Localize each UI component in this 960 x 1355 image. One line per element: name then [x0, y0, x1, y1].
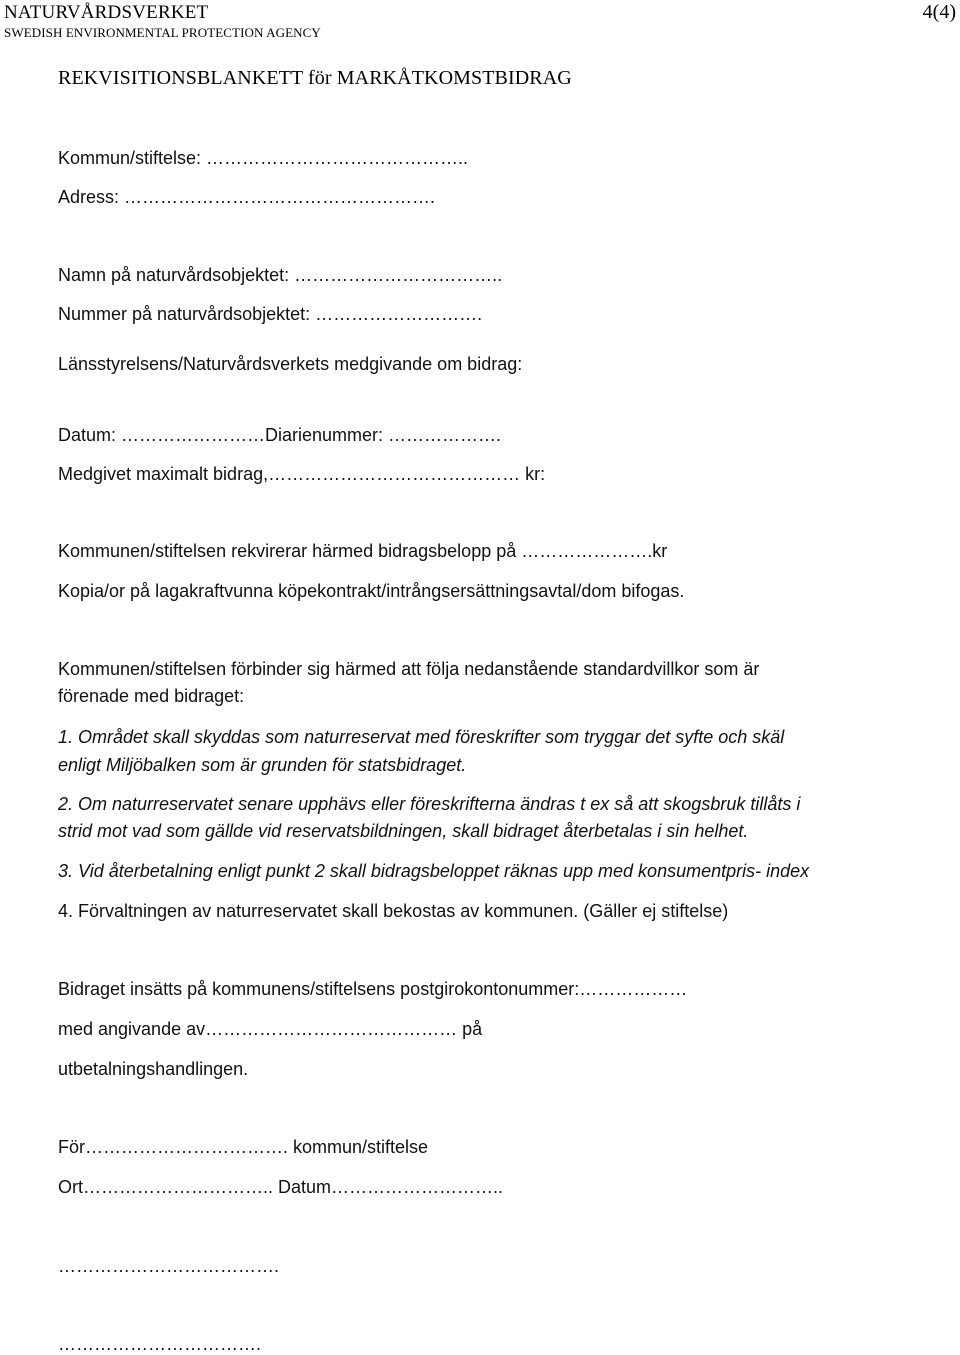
- signature-line-2: …………………………….: [58, 1334, 262, 1354]
- postgiro-account-field: Bidraget insätts på kommunens/stiftelsens postgirokontonummer:………………: [58, 979, 688, 999]
- commitment-text-line-2: förenade med bidraget:: [58, 686, 245, 706]
- maximum-grant-field: Medgivet maximalt bidrag,…………………………………… kr:: [58, 464, 546, 484]
- municipality-field: Kommun/stiftelse: ……………………………………..: [58, 148, 469, 168]
- agency-subtitle: SWEDISH ENVIRONMENTAL PROTECTION AGENCY: [4, 25, 321, 40]
- approval-heading: Länsstyrelsens/Naturvårdsverkets medgivande om bidrag:: [58, 354, 523, 374]
- condition-4: 4. Förvaltningen av naturreservatet skall bekostas av kommunen. (Gäller ej stiftelse): [58, 901, 729, 921]
- condition-2-line-1: 2. Om naturreservatet senare upphävs eller föreskrifterna ändras t ex så att skogsbruk tillåts i: [58, 794, 801, 814]
- payment-document-text: utbetalningshandlingen.: [58, 1059, 249, 1079]
- place-date-field: Ort………………………….. Datum………………………..: [58, 1177, 504, 1197]
- requested-amount-field: Kommunen/stiftelsen rekvirerar härmed bidragsbelopp på ………………….kr: [58, 541, 668, 561]
- payment-reference-field: med angivande av…………………………………… på: [58, 1019, 483, 1039]
- on-behalf-field: För……………………………. kommun/stiftelse: [58, 1137, 429, 1157]
- page-number: 4(4): [922, 1, 956, 23]
- attachment-note: Kopia/or på lagakraftvunna köpekontrakt/intrångsersättningsavtal/dom bifogas.: [58, 581, 685, 601]
- nature-object-name-field: Namn på naturvårdsobjektet: ……………………………..: [58, 265, 503, 285]
- commitment-text-line-1: Kommunen/stiftelsen förbinder sig härmed att följa nedanstående standardvillkor som är: [58, 659, 760, 679]
- condition-2-line-2: strid mot vad som gällde vid reservatsbildningen, skall bidraget återbetalas i sin helhet.: [58, 821, 749, 841]
- condition-1-line-2: enligt Miljöbalken som är grunden för statsbidraget.: [58, 755, 467, 775]
- address-field: Adress: …………………………………………….: [58, 187, 436, 207]
- date-diary-field: Datum: ……………………Diarienummer: ……………….: [58, 425, 502, 445]
- signature-line-1: ……………………………….: [58, 1256, 280, 1276]
- condition-3: 3. Vid återbetalning enligt punkt 2 skall bidragsbeloppet räknas upp med konsumentpris- index: [58, 861, 810, 881]
- agency-name: NATURVÅRDSVERKET: [4, 2, 209, 23]
- nature-object-number-field: Nummer på naturvårdsobjektet: ……………………….: [58, 304, 483, 324]
- form-title: REKVISITIONSBLANKETT för MARKÅTKOMSTBIDRAG: [58, 67, 572, 89]
- condition-1-line-1: 1. Området skall skyddas som naturreservat med föreskrifter som tryggar det syfte och skäl: [58, 727, 785, 747]
